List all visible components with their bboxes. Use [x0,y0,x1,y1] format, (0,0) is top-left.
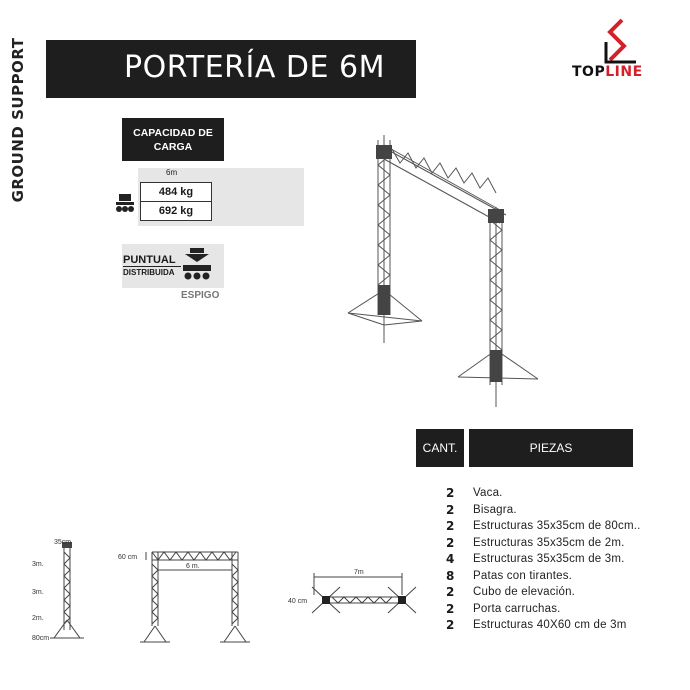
list-item [446,502,686,519]
goalpost-truss-drawing [340,125,565,410]
part-qty: 2 [446,486,455,501]
dim-height: 60 cm [118,554,138,561]
list-item [446,551,686,568]
table-header-quantity: CANT. [416,429,464,467]
part-name: Patas con tirantes. [473,569,573,582]
brand-line: LINE [605,64,643,80]
dim-seg2: 3m. [32,589,44,596]
capacity-header [122,118,224,161]
part-qty: 2 [446,585,455,600]
part-name: Bisagra. [473,503,517,516]
part-qty: 8 [446,568,455,583]
part-name: Estructuras 35x35cm de 2m. [473,536,625,549]
part-name: Porta carruchas. [473,602,561,615]
page-title: PORTERÍA DE 6M [124,50,385,85]
part-qty: 2 [446,618,455,633]
capacity-header-text: CAPACIDAD DE CARGA [133,126,213,153]
dim-seg1: 3m. [32,561,44,568]
span-label: 6m [166,168,178,177]
part-name: Estructuras 35x35cm de 80cm.. [473,520,641,533]
list-item [446,601,686,618]
list-item [446,485,686,502]
part-qty: 4 [446,552,455,567]
section-label-text: GROUND SUPPORT [9,37,27,203]
distributed-load-value: 692 kg [140,201,212,221]
dim-seg3: 2m. [32,615,44,622]
legend-divider [123,266,181,267]
legend-point: PUNTUAL [123,254,176,266]
part-name: Vaca. [473,487,503,500]
dim-base: 80cm [32,635,50,642]
top-view-drawing [282,565,432,635]
list-item [446,535,686,552]
part-qty: 2 [446,535,455,550]
side-elevation-drawing [28,534,90,646]
list-item [446,568,686,585]
table-header-parts: PIEZAS [469,429,633,467]
load-type-icon [182,248,212,282]
list-item [446,617,686,634]
weight-icon [116,194,134,214]
part-qty: 2 [446,519,455,534]
part-name: Estructuras 40X60 cm de 3m [473,619,627,632]
point-load-value: 484 kg [140,182,212,202]
parts-list [446,485,686,634]
part-name: Cubo de elevación. [473,586,576,599]
section-label [4,20,32,220]
brand-wordmark [572,64,643,80]
title-band [46,40,416,98]
list-item [446,518,686,535]
legend-distributed: DISTRIBUIDA [123,268,175,277]
brand-top: TOP [572,64,606,80]
dim-top-span: 7m [354,569,364,576]
part-qty: 2 [446,502,455,517]
list-item [446,584,686,601]
part-qty: 2 [446,601,455,616]
connection-type: ESPIGO [181,290,220,301]
dim-depth: 40 cm [288,598,308,605]
dim-span: 6 m. [186,563,200,570]
front-elevation-drawing [110,542,260,646]
part-name: Estructuras 35x35cm de 3m. [473,553,625,566]
dim-top: 35cm [54,539,72,546]
